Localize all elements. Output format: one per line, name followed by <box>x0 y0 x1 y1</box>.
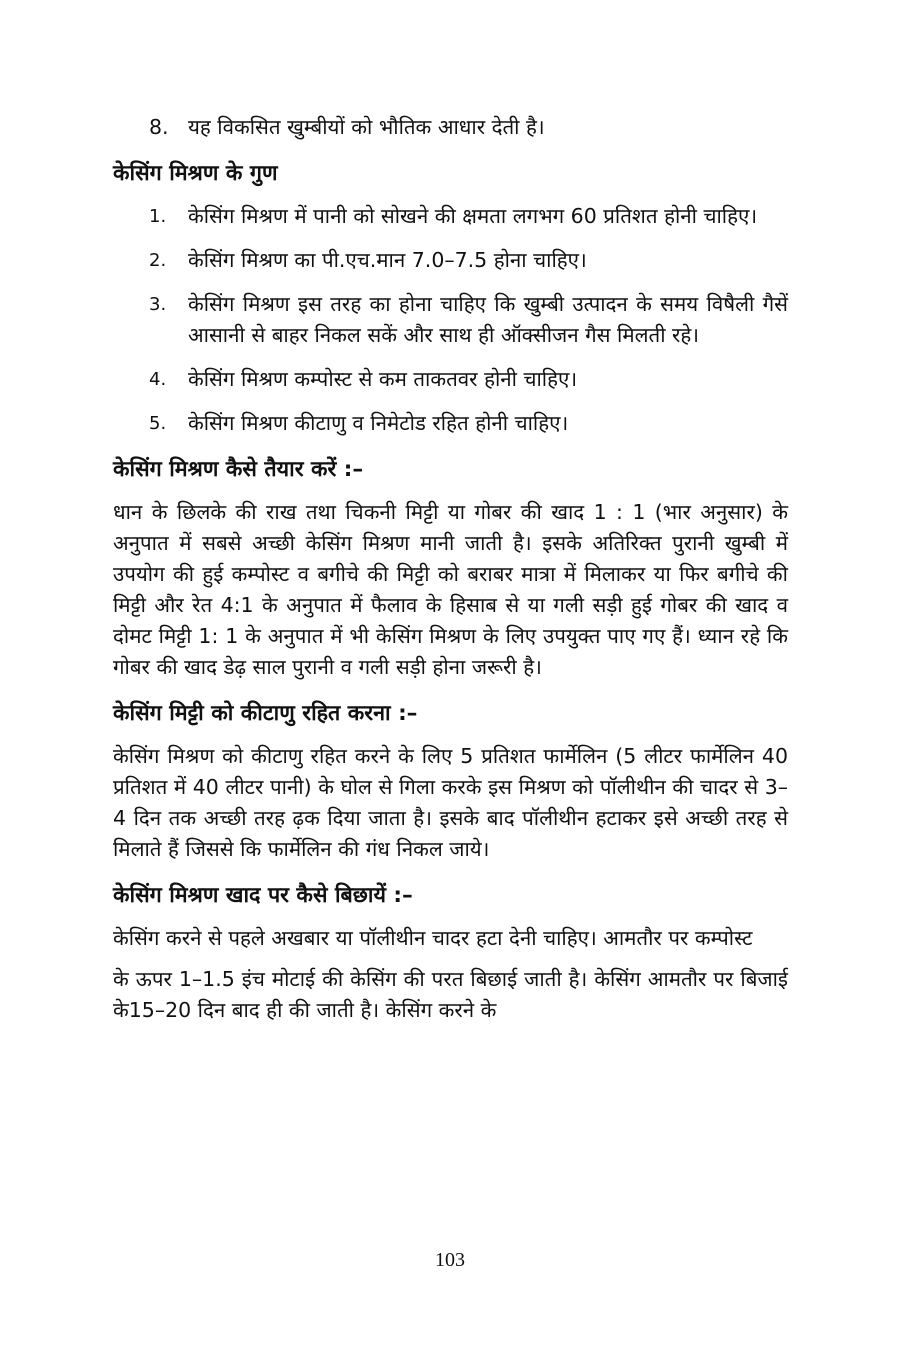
list-item-text: केसिंग मिश्रण में पानी को सोखने की क्षमता लगभग 60 प्रतिशत होनी चाहिए। <box>188 204 758 228</box>
qualities-list <box>113 201 788 439</box>
heading-prepare: केसिंग मिश्रण कैसे तैयार करें :– <box>113 457 364 482</box>
list-item-text: केसिंग मिश्रण कीटाणु व निमेटोड रहित होनी चाहिए। <box>188 411 569 435</box>
paragraph-spread-2: के ऊपर 1–1.5 इंच मोटाई की केसिंग की परत बिछाई जाती है। केसिंग आमतौर पर बिजाई के15–20 दिन बाद ही की जाती है। केसिंग करने के <box>113 967 788 1022</box>
list-item <box>149 245 788 276</box>
list-item-number: 8. <box>149 115 169 139</box>
heading-sterilize: केसिंग मिट्टी को कीटाणु रहित करना :– <box>113 701 418 726</box>
list-item-text: यह विकसित खुम्बीयों को भौतिक आधार देती है। <box>188 115 545 139</box>
list-item <box>149 201 788 232</box>
list-item-number: 3. <box>149 294 167 315</box>
list-item <box>149 364 788 395</box>
list-item-number: 5. <box>149 413 167 434</box>
heading-qualities: केसिंग मिश्रण के गुण <box>113 161 278 186</box>
page-number: 103 <box>435 1249 465 1271</box>
list-item-number: 1. <box>149 206 167 227</box>
list-item-text: केसिंग मिश्रण का पी.एच.मान 7.0–7.5 होना चाहिए। <box>188 248 587 272</box>
list-item-number: 2. <box>149 250 167 271</box>
list-item <box>149 289 788 351</box>
list-item <box>149 408 788 439</box>
heading-spread: केसिंग मिश्रण खाद पर कैसे बिछायें :– <box>113 883 413 908</box>
list-item-text: केसिंग मिश्रण इस तरह का होना चाहिए कि खुम्बी उत्पादन के समय विषैली गैसें आसानी से बाहर निकल सकें और साथ ही ऑक्सीजन गैस मिलती रहे। <box>188 292 788 347</box>
paragraph-prepare: धान के छिलके की राख तथा चिकनी मिट्टी या गोबर की खाद 1 : 1 (भार अनुसार) के अनुपात में सबसे अच्छी केसिंग मिश्रण मानी जाती है। इसके अतिरिक्त पुरानी खुम्बी में उपयोग की हुई कम्पोस्ट व बगीचे की मिट्टी को बराबर मात्रा में मिलाकर या फिर बगीचे की मिट्टी और रेत 4:1 के अनुपात में फैलाव के हिसाब से या गली सड़ी हुई गोबर की खाद व दोमट मिट्टी 1: 1 के अनुपात में भी केसिंग मिश्रण के लिए उपयुक्त पाए गए हैं। ध्यान रहे कि गोबर की खाद डेढ़ साल पुरानी व गली सड़ी होना जरूरी है। <box>113 500 788 679</box>
paragraph-spread-1: केसिंग करने से पहले अखबार या पॉलीथीन चादर हटा देनी चाहिए। आमतौर पर कम्पोस्ट <box>113 926 753 950</box>
list-item-8 <box>149 112 788 143</box>
page-content <box>113 112 788 1036</box>
paragraph-sterilize: केसिंग मिश्रण को कीटाणु रहित करने के लिए 5 प्रतिशत फार्मेलिन (5 लीटर फार्मेलिन 40 प्रतिशत में 40 लीटर पानी) के घोल से गिला करके इस मिश्रण को पॉलीथीन की चादर से 3–4 दिन तक अच्छी तरह ढ़क दिया जाता है। इसके बाद पॉलीथीन हटाकर इसे अच्छी तरह से मिलाते हैं जिससे कि फार्मेलिन की गंध निकल जाये। <box>113 744 788 861</box>
list-item-text: केसिंग मिश्रण कम्पोस्ट से कम ताकतवर होनी चाहिए। <box>188 367 578 391</box>
list-item-number: 4. <box>149 369 167 390</box>
